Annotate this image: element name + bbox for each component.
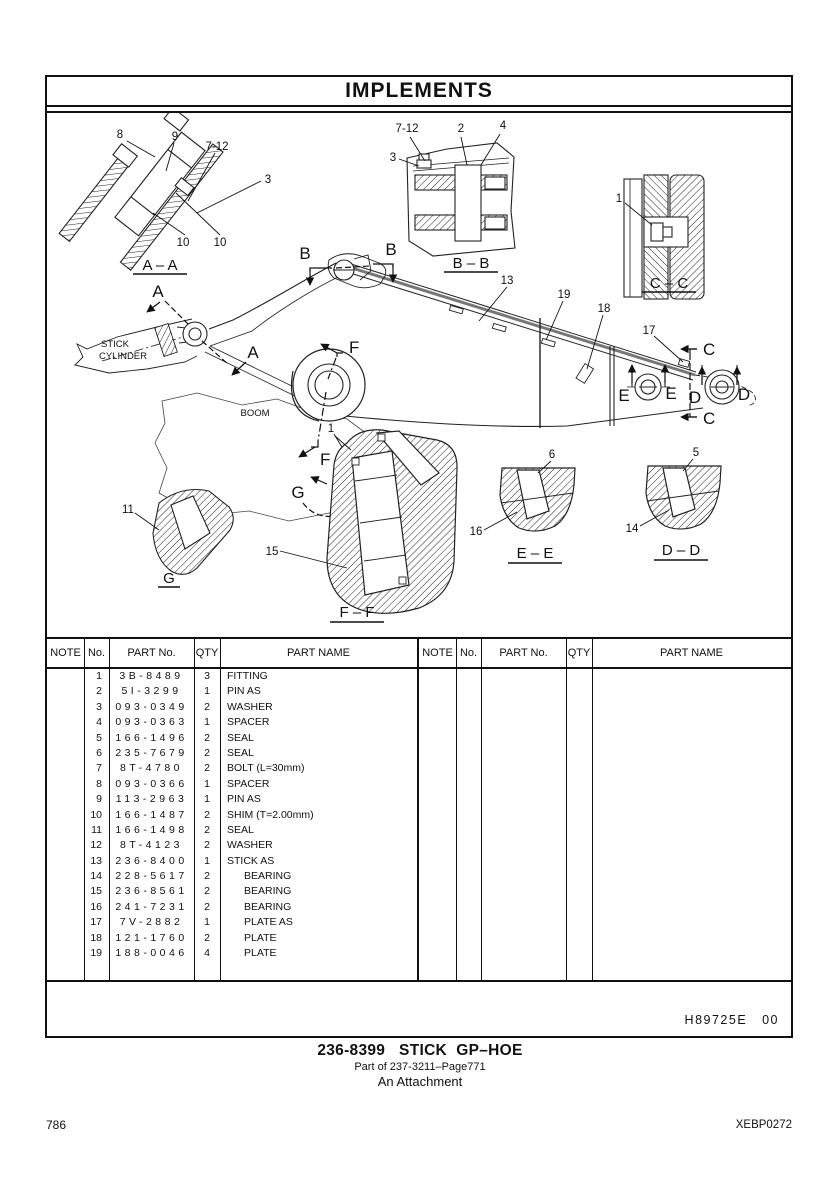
cell-qty: 1: [204, 916, 210, 929]
cell-qty: 2: [204, 823, 210, 836]
cell-part-no: 241-7231: [115, 900, 188, 913]
cell-qty: 1: [204, 793, 210, 806]
cell-qty: 2: [204, 931, 210, 944]
callout-3: 3: [389, 152, 397, 164]
header-part-name: PART NAME: [660, 647, 723, 659]
header-note: NOTE: [422, 647, 453, 659]
stick-cylinder-label-line1: STICK: [101, 339, 129, 350]
cell-qty: 2: [204, 839, 210, 852]
table-row: [47, 715, 417, 730]
table-row: [47, 931, 417, 946]
assembly-title: 236-8399 STICK GP–HOE: [317, 1042, 523, 1059]
exploded-diagram: [47, 113, 791, 637]
cell-part-no: 228-5617: [115, 870, 188, 883]
table-row: [47, 761, 417, 776]
section-ee-label: E – E: [516, 545, 554, 562]
cell-part-name: SEAL: [227, 823, 254, 836]
sheet-footer-strip: [47, 982, 791, 1036]
cell-no: 19: [90, 947, 102, 960]
cell-no: 4: [96, 716, 102, 729]
cell-no: 10: [90, 808, 102, 821]
stick-cylinder-label-line2: CYLINDER: [98, 351, 148, 362]
cell-part-no: 166-1496: [115, 731, 188, 744]
cell-no: 8: [96, 777, 102, 790]
view-letter-e2: E: [665, 384, 677, 403]
table-row: [47, 884, 417, 899]
callout-14: 14: [625, 523, 639, 535]
table-row: [47, 746, 417, 761]
cell-no: 13: [90, 854, 102, 867]
table-row: [47, 669, 417, 684]
cell-part-no: 166-1498: [115, 823, 188, 836]
callout-7-12: 7-12: [205, 141, 229, 153]
cell-qty: 3: [204, 670, 210, 682]
page-frame: [45, 75, 793, 1038]
cell-part-no: 3B-8489: [119, 670, 184, 682]
cell-part-name: PLATE: [244, 947, 277, 960]
callout-6: 6: [548, 449, 556, 461]
table-row: [47, 900, 417, 915]
table-row: [47, 792, 417, 807]
cell-part-name: SHIM (T=2.00mm): [227, 808, 314, 821]
view-letter-c1: C: [703, 340, 716, 359]
callout-17: 17: [642, 325, 656, 337]
table-row: [47, 808, 417, 823]
part-of-note: Part of 237-3211–Page771: [354, 1061, 486, 1073]
cell-qty: 2: [204, 762, 210, 775]
view-letter-c2: C: [703, 409, 716, 428]
section-bb-drawing: [390, 120, 515, 272]
cell-qty: 1: [204, 685, 210, 698]
cell-no: 6: [96, 746, 102, 759]
column-divider: [592, 639, 593, 980]
cell-qty: 2: [204, 900, 210, 913]
cell-no: 2: [96, 685, 102, 698]
table-row: [47, 854, 417, 869]
header-qty: QTY: [567, 647, 591, 659]
cell-qty: 2: [204, 746, 210, 759]
view-letter-e1: E: [618, 386, 630, 405]
callout-1: 1: [327, 423, 335, 435]
cell-qty: 2: [204, 731, 210, 744]
view-letter-f1: F: [349, 338, 360, 357]
cell-no: 17: [90, 916, 102, 929]
section-ff-drawing: [266, 430, 457, 622]
column-divider: [456, 639, 457, 980]
view-letter-b1: B: [299, 244, 311, 263]
cell-part-name: WASHER: [227, 839, 273, 852]
cell-part-name: FITTING: [227, 670, 268, 682]
callout-4: 4: [499, 120, 507, 132]
table-header: [47, 639, 417, 669]
cell-part-no: 121-1760: [115, 931, 188, 944]
column-divider: [220, 639, 221, 980]
callout-18: 18: [597, 303, 611, 315]
section-g-label: G: [163, 570, 175, 587]
cell-part-name: PIN AS: [227, 685, 261, 698]
cell-part-no: 8T-4123: [119, 839, 184, 852]
cell-qty: 1: [204, 854, 210, 867]
cell-part-no: 166-1487: [115, 808, 188, 821]
callout-19: 19: [557, 289, 571, 301]
table-row: [47, 946, 417, 961]
table-body: [47, 669, 417, 961]
view-letter-b2: B: [385, 240, 397, 259]
image-code: XEBP0272: [735, 1119, 792, 1131]
callout-10a: 10: [176, 237, 190, 249]
cell-no: 5: [96, 731, 102, 744]
column-divider: [194, 639, 195, 980]
cell-no: 14: [90, 870, 102, 883]
cell-part-name: SEAL: [227, 746, 254, 759]
table-row: [47, 838, 417, 853]
cell-part-name: SPACER: [227, 716, 270, 729]
table-header: [419, 639, 791, 669]
cell-part-name: PLATE AS: [244, 916, 293, 929]
cell-qty: 1: [204, 777, 210, 790]
section-ff-label: F – F: [339, 604, 375, 621]
column-divider: [481, 639, 482, 980]
table-row: [47, 700, 417, 715]
document-code: H89725E 00: [684, 1013, 779, 1027]
cell-qty: 2: [204, 808, 210, 821]
section-aa-drawing: [54, 113, 271, 282]
cell-no: 16: [90, 900, 102, 913]
callout-15: 15: [265, 546, 279, 558]
cell-no: 7: [96, 762, 102, 775]
cell-part-name: SEAL: [227, 731, 254, 744]
header-no: No.: [87, 647, 106, 659]
section-cc-label: C – C: [649, 275, 689, 292]
section-bb-label: B – B: [452, 255, 490, 272]
cell-no: 3: [96, 700, 102, 713]
table-row: [47, 823, 417, 838]
header-part-name: PART NAME: [287, 647, 350, 659]
view-letter-g: G: [291, 483, 305, 502]
cell-part-no: 093-0349: [115, 700, 188, 713]
cell-part-no: 113-2963: [115, 793, 188, 806]
cell-part-name: SPACER: [227, 777, 270, 790]
cell-no: 15: [90, 885, 102, 898]
cell-part-no: 188-0046: [115, 947, 188, 960]
cell-qty: 2: [204, 700, 210, 713]
cell-part-no: 093-0363: [115, 716, 188, 729]
callout-1: 1: [615, 193, 623, 205]
cell-qty: 4: [204, 947, 210, 960]
cell-part-no: 235-7679: [115, 746, 188, 759]
table-row: [47, 731, 417, 746]
cell-qty: 1: [204, 716, 210, 729]
assembly-caption: [0, 1042, 840, 1089]
view-letter-d2: D: [737, 385, 751, 404]
view-letter-d1: D: [688, 388, 702, 407]
boom-label: BOOM: [240, 408, 270, 419]
callout-11: 11: [122, 504, 134, 516]
parts-table-left: [47, 639, 419, 980]
cell-no: 18: [90, 931, 102, 944]
cell-no: 9: [96, 793, 102, 806]
cell-no: 11: [91, 823, 102, 836]
cell-part-name: BEARING: [244, 885, 292, 898]
column-divider: [84, 639, 85, 980]
section-cc-drawing: [616, 175, 704, 299]
attachment-note: An Attachment: [377, 1074, 463, 1089]
parts-table-right: [419, 639, 791, 980]
header-qty: QTY: [195, 647, 219, 659]
section-dd-drawing: [626, 447, 721, 560]
header-no: No.: [459, 647, 478, 659]
column-divider: [566, 639, 567, 980]
cell-part-name: BEARING: [244, 900, 292, 913]
header-note: NOTE: [50, 647, 81, 659]
diagram-svg: [47, 113, 791, 637]
cell-part-name: BOLT (L=30mm): [227, 762, 305, 775]
view-letter-a2: A: [247, 343, 259, 362]
header-part-no: PART No.: [499, 647, 548, 659]
section-g-drawing: [122, 490, 233, 588]
callout-2: 2: [457, 123, 465, 135]
table-row: [47, 915, 417, 930]
cell-part-no: 5I-3299: [121, 685, 182, 698]
callout-9: 9: [171, 131, 179, 143]
callout-5: 5: [692, 447, 700, 459]
callout-3: 3: [264, 174, 272, 186]
cell-part-name: STICK AS: [227, 854, 275, 867]
cell-qty: 2: [204, 870, 210, 883]
callout-7-12: 7-12: [395, 123, 419, 135]
page-number: 786: [46, 1118, 67, 1132]
section-ee-drawing: [470, 449, 575, 563]
cell-part-name: PIN AS: [227, 793, 261, 806]
callout-10b: 10: [213, 237, 227, 249]
view-letter-f2: F: [320, 450, 331, 469]
cell-part-no: 093-0366: [115, 777, 188, 790]
cell-part-no: 8T-4780: [119, 762, 184, 775]
cell-part-name: PLATE: [244, 931, 277, 944]
callout-16: 16: [469, 526, 483, 538]
cell-qty: 2: [204, 885, 210, 898]
header-part-no: PART No.: [127, 647, 176, 659]
callout-8: 8: [116, 129, 124, 141]
cell-no: 12: [90, 839, 102, 852]
cell-part-name: BEARING: [244, 870, 292, 883]
parts-table: [47, 637, 791, 982]
cell-no: 1: [96, 670, 102, 682]
table-row: [47, 869, 417, 884]
cell-part-name: WASHER: [227, 700, 273, 713]
column-divider: [109, 639, 110, 980]
table-row: [47, 777, 417, 792]
page-title: IMPLEMENTS: [345, 79, 493, 102]
cell-part-no: 236-8400: [115, 854, 188, 867]
section-dd-label: D – D: [661, 542, 701, 559]
main-callouts: [328, 275, 683, 452]
view-letter-a1: A: [152, 282, 164, 301]
callout-13: 13: [500, 275, 514, 287]
cell-part-no: 236-8561: [115, 885, 188, 898]
cell-part-no: 7V-2882: [119, 916, 184, 929]
title-band: [47, 77, 791, 107]
section-aa-label: A – A: [142, 257, 178, 274]
table-row: [47, 684, 417, 699]
